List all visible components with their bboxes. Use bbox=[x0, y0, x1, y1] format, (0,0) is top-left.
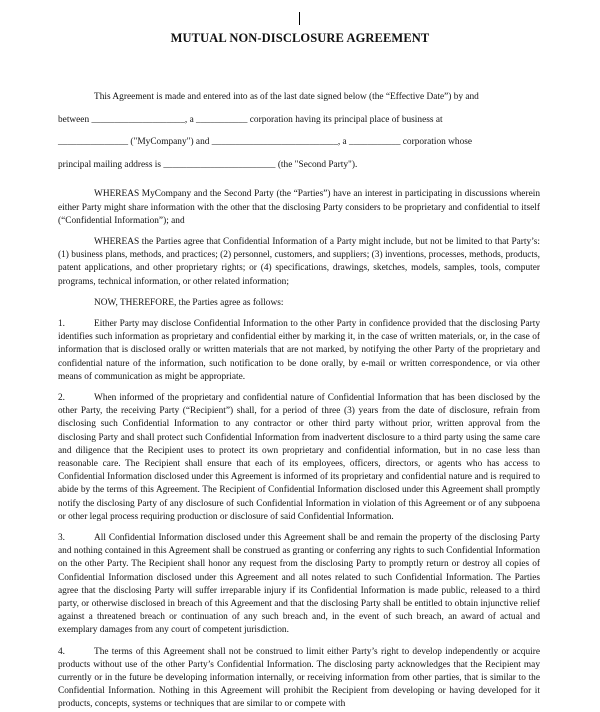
now-therefore-paragraph: NOW, THEREFORE, the Parties agree as follows: bbox=[94, 297, 284, 308]
clause-3 bbox=[58, 532, 540, 638]
intro-line: This Agreement is made and entered into as of the last date signed below (the “Effective Date”) by and bbox=[94, 92, 479, 102]
clause-text: All Confidential Information disclosed under this Agreement shall be and remain the property of the disclosing Party and nothing contained in this Agreement shall be construed as granting or conferring any rights to such Confidential Information on the other Party. The Recipient shall honor any request from the disclosing Party to promptly return or destroy all copies of Confidential Information disclosed under this Agreement and all notes related to such Confidential Information. The Parties agree that the disclosing Party will suffer irreparable injury if its Confidential Information is made public, released to a third party, or otherwise disclosed in breach of this Agreement and that the disclosing Party shall be entitled to obtain injunctive relief against a threatened breach or continuation of any such breach and, in the event of such breach, an award of actual and exemplary damages from any court of competent jurisdiction. bbox=[58, 533, 540, 636]
clause-text: When informed of the proprietary and confidential nature of Confidential Information that has been disclosed by the other Party, the receiving Party (“Recipient”) shall, for a period of three (3) years from the date of disclosure, refrain from disclosing such Confidential Information to any contractor or other third party without prior, written approval from the disclosing Party and shall protect such Confidential Information from inadvertent disclosure to a third party using the same care and diligence that the Recipient uses to protect its own proprietary and confidential information, but in no case less than reasonable care. The Recipient shall ensure that each of its employees, officers, directors, or agents who has access to Confidential Information disclosed under this Agreement is informed of its proprietary and confidential nature and is required to abide by the terms of this Agreement. The Recipient of Confidential Information disclosed under this Agreement shall promptly notify the disclosing Party of any disclosure of such Confidential Information in violation of this Agreement or of any subpoena or other legal process requiring production or disclosure of said Confidential Information. bbox=[58, 393, 540, 522]
intro-paragraph bbox=[58, 86, 540, 176]
document-body bbox=[58, 86, 540, 712]
intro-line: between ____________________, a ___________ corporation having its principal place of business at bbox=[58, 114, 443, 125]
document-title: MUTUAL NON-DISCLOSURE AGREEMENT bbox=[170, 31, 430, 45]
clause-text: The terms of this Agreement shall not be construed to limit either Party’s right to develop independently or acquire products without use of the other Party’s Confidential Information. The disclosing party acknowledges that the Recipient may currently or in the future be developing information internally, or receiving information from other parties, that is similar to the Confidential Information. Nothing in this Agreement will prohibit the Recipient from developing or having developed for it products, concepts, systems or techniques that are similar to or compete with bbox=[58, 646, 540, 710]
intro-line: _______________ ("MyCompany") and ___________________________, a ___________ corporation whose bbox=[58, 137, 473, 148]
clause-number: 4. bbox=[58, 646, 66, 657]
clause-number: 2. bbox=[58, 393, 66, 404]
clause-number: 3. bbox=[58, 533, 66, 544]
whereas-paragraph-2: WHEREAS the Parties agree that Confidential Information of a Party might include, but not be limited to that Party’s: (1) business plans, methods, and practices; (2) personnel, customers, and suppliers; (3) inventions, processes, methods, products, patent applications, and other proprietary rights; or (4) specifications, drawings, sketches, models, samples, tools, computer programs, technical information, or other related information; bbox=[58, 236, 540, 287]
clause-number: 1. bbox=[58, 319, 66, 329]
text-cursor bbox=[299, 12, 300, 25]
clause-1 bbox=[58, 318, 540, 384]
clause-4 bbox=[58, 646, 540, 712]
intro-line: principal mailing address is ________________________ (the "Second Party"). bbox=[58, 159, 358, 170]
clause-2 bbox=[58, 392, 540, 524]
clause-text: Either Party may disclose Confidential Information to the other Party in confidence provided that the disclosing Party identifies such information as proprietary and confidential either by marking it, in the case of written materials, or, in the case of information that is disclosed orally or written materials that are not marked, by notifying the other Party of the proprietary and confidential nature of the information, such notification to be done orally, by e-mail or written correspondence, or via other means of communication as might be appropriate. bbox=[58, 319, 540, 382]
whereas-paragraph-1: WHEREAS MyCompany and the Second Party (the “Parties”) have an interest in participating in discussions wherein either Party might share information with the other that the disclosing Party considers to be proprietary and confidential to itself (“Confidential Information”); and bbox=[58, 189, 540, 226]
